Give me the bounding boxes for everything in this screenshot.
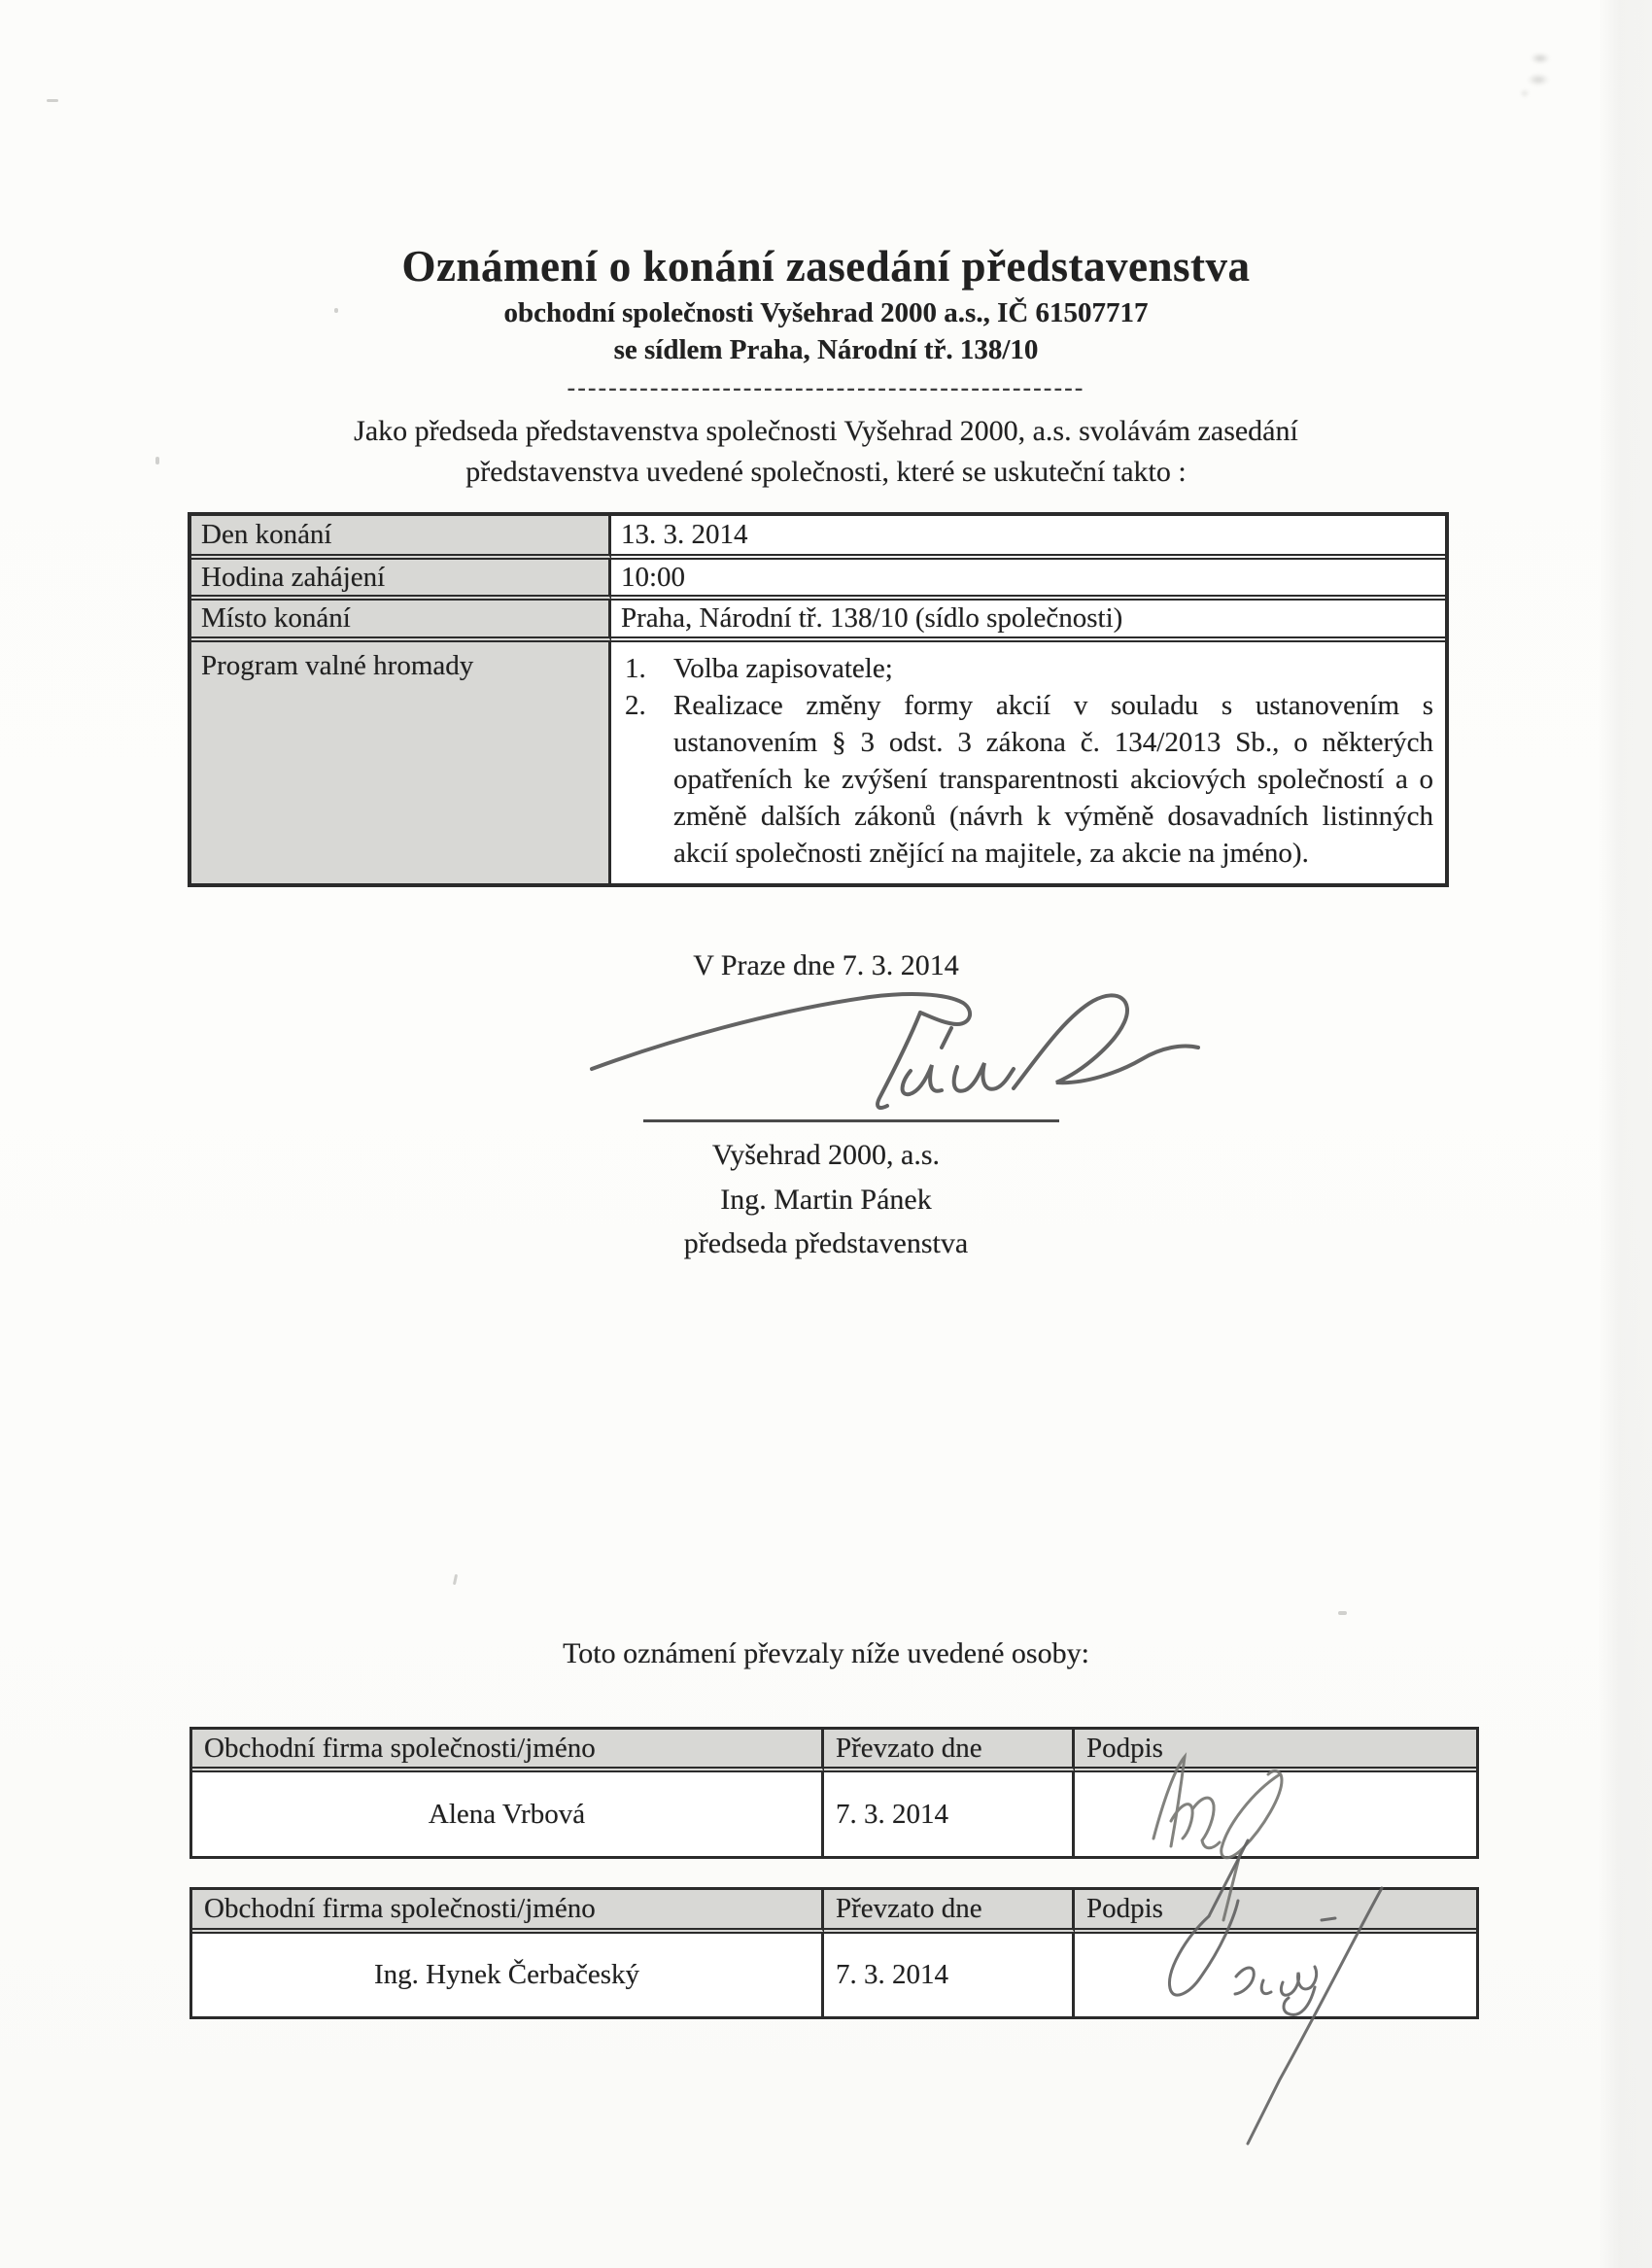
- intro-line-1: Jako předseda představenstva společnosti Vyšehrad 2000, a.s. svolávám zasedání: [354, 415, 1298, 447]
- program-item-1: [625, 650, 1435, 687]
- page-title: Oznámení o konání zasedání představenstva: [401, 242, 1251, 291]
- meeting-label-program: Program valné hromady: [191, 642, 611, 883]
- program-item-2-text: Realizace změny formy akcií v souladu s ustanovením s ustanovením § 3 odst. 3 zákona č. 134/2013 Sb., o některých opatřeních ke zvýšení transparentnosti akciových společností a o změně dalších zákonů (návrh k výměně dosavadních listinných akcií společnosti znějící na majitele, za akcie na jméno).: [673, 690, 1433, 869]
- receipt1-header-signature: Podpis: [1075, 1730, 1476, 1772]
- receipt1-signature-cell: [1075, 1772, 1476, 1856]
- chairman-signature: [578, 974, 1200, 1129]
- scan-speck: [453, 1574, 458, 1585]
- signatory-role: předseda představenstva: [683, 1227, 969, 1259]
- meeting-value-den-konani: 13. 3. 2014: [611, 516, 1445, 560]
- signature-line: [643, 1119, 1059, 1122]
- dateline: V Praze dne 7. 3. 2014: [693, 949, 959, 981]
- program-item-2-number: 2.: [625, 690, 646, 721]
- scan-artifact-smudge: [1519, 47, 1558, 103]
- signatory-name: Ing. Martin Pánek: [720, 1184, 932, 1216]
- meeting-value-hodina-zahajeni: 10:00: [611, 560, 1445, 601]
- program-item-1-number: 1.: [625, 653, 646, 684]
- subtitle-company: obchodní společnosti Vyšehrad 2000 a.s., IČ 61507717: [503, 297, 1149, 328]
- signatory-company: Vyšehrad 2000, a.s.: [711, 1139, 941, 1171]
- receipt-intro: Toto oznámení převzaly níže uvedené osoby:: [563, 1637, 1089, 1669]
- meeting-label-den-konani: Den konání: [191, 516, 611, 560]
- meeting-details-table: [188, 512, 1449, 887]
- scan-speck: [47, 99, 58, 102]
- subtitle-address: se sídlem Praha, Národní tř. 138/10: [613, 334, 1039, 365]
- meeting-label-misto-konani: Místo konání: [191, 601, 611, 642]
- receipt2-name: Ing. Hynek Čerbačeský: [192, 1934, 824, 2016]
- receipt-table-1: [189, 1727, 1479, 1859]
- dashed-divider: --------------------------------------------------: [567, 373, 1085, 401]
- receipt2-header-date: Převzato dne: [824, 1890, 1075, 1934]
- program-item-2: [625, 687, 1435, 872]
- receipt2-signature-cell: [1075, 1934, 1476, 2016]
- receipt1-header-name: Obchodní firma společnosti/jméno: [192, 1730, 824, 1772]
- receipt2-date: 7. 3. 2014: [824, 1934, 1075, 2016]
- scan-speck: [1338, 1611, 1347, 1615]
- receipt1-header-date: Převzato dne: [824, 1730, 1075, 1772]
- receipt2-header-name: Obchodní firma společnosti/jméno: [192, 1890, 824, 1934]
- program-item-1-text: Volba zapisovatele;: [673, 653, 893, 684]
- meeting-program-cell: [611, 642, 1445, 883]
- meeting-value-misto-konani: Praha, Národní tř. 138/10 (sídlo společnosti): [611, 601, 1445, 642]
- receipt1-name: Alena Vrbová: [192, 1772, 824, 1856]
- intro-line-2: představenstva uvedené společnosti, které se uskuteční takto :: [465, 456, 1187, 488]
- receipt-table-2: [189, 1887, 1479, 2019]
- receipt2-header-signature: Podpis: [1075, 1890, 1476, 1934]
- receipt1-date: 7. 3. 2014: [824, 1772, 1075, 1856]
- meeting-label-hodina-zahajeni: Hodina zahájení: [191, 560, 611, 601]
